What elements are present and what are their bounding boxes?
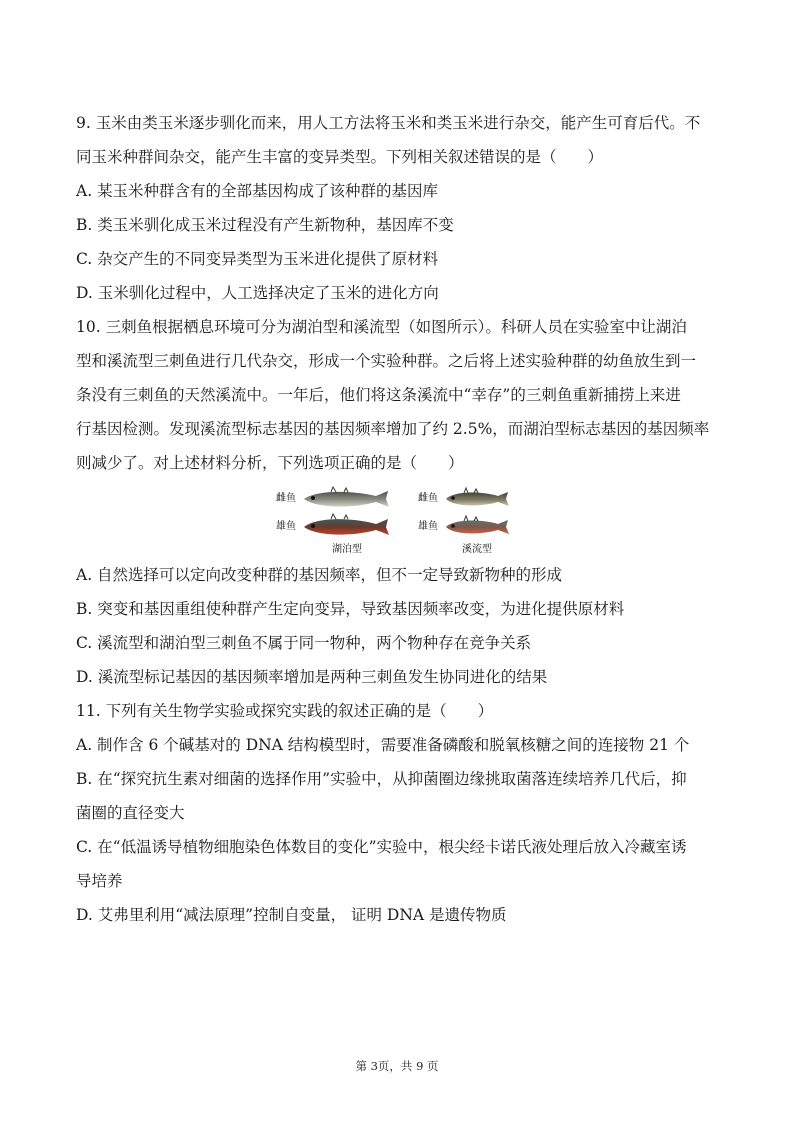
stream-female-fish (446, 488, 509, 506)
option-c: C. 在“低温诱导植物细胞染色体数目的变化”实验中，根尖经卡诺氏液处理后放入冷藏室诱 (76, 838, 687, 856)
stickleback-illustration (276, 484, 546, 558)
option-c: C. 溪流型和湖泊型三刺鱼不属于同一物种，两个物种存在竞争关系 (76, 634, 532, 652)
question-stem-line: 10. 三刺鱼根据栖息环境可分为湖泊型和溪流型（如图所示）。科研人员在实验室中让湖泊 (76, 318, 687, 336)
lake-male-fish (304, 514, 389, 535)
option-a: A. 自然选择可以定向改变种群的基因频率，但不一定导致新物种的形成 (76, 566, 563, 584)
question-stem-line: 11. 下列有关生物学实验或探究实践的叙述正确的是（ ） (76, 702, 494, 720)
question-10 (76, 310, 722, 694)
option-b: B. 类玉米驯化成玉米过程没有产生新物种，基因库不变 (76, 216, 454, 234)
question-stem-line: 型和溪流型三刺鱼进行几代杂交，形成一个实验种群。之后将上述实验种群的幼鱼放生到一 (76, 352, 697, 370)
question-stem-line: 同玉米种群间杂交，能产生丰富的变异类型。下列相关叙述错误的是（ ） (76, 148, 604, 166)
lake-type-caption: 湖泊型 (332, 544, 362, 555)
question-stem-line: 行基因检测。发现溪流型标志基因的基因频率增加了约 2.5%，而湖泊型标志基因的基因频率 (76, 420, 710, 438)
option-d: D. 溪流型标记基因的基因频率增加是两种三刺鱼发生协同进化的结果 (76, 668, 548, 686)
question-stem-line: 则减少了。对上述材料分析，下列选项正确的是（ ） (76, 454, 464, 472)
lake-female-fish (304, 487, 389, 507)
option-d: D. 艾弗里利用“减法原理”控制自变量， 证明 DNA 是遗传物质 (76, 906, 507, 924)
option-b: B. 突变和基因重组使种群产生定向变异，导致基因频率改变，为进化提供原材料 (76, 600, 625, 618)
stream-female-label: 雌鱼 (418, 493, 438, 504)
page-footer: 第 3页，共 9 页 (355, 1059, 439, 1073)
option-a: A. 某玉米种群含有的全部基因构成了该种群的基因库 (76, 182, 439, 200)
question-stem-line: 9. 玉米由类玉米逐步驯化而来，用人工方法将玉米和类玉米进行杂交，能产生可育后代。不 (76, 114, 701, 132)
option-b: B. 在“探究抗生素对细菌的选择作用”实验中，从抑菌圈边缘挑取菌落连续培养几代后，抑 (76, 770, 687, 788)
question-11 (76, 694, 722, 932)
question-stem-line: 条没有三刺鱼的天然溪流中。一年后，他们将这条溪流中“幸存”的三刺鱼重新捕捞上来进 (76, 386, 681, 404)
stream-male-label: 雄鱼 (418, 521, 438, 532)
stickleback-figure (276, 484, 546, 558)
option-c: C. 杂交产生的不同变异类型为玉米进化提供了原材料 (76, 250, 439, 268)
stream-male-fish (446, 516, 509, 534)
question-9 (76, 106, 722, 310)
option-d: D. 玉米驯化过程中，人工选择决定了玉米的进化方向 (76, 284, 439, 302)
option-c-continued: 导培养 (76, 872, 123, 890)
option-a: A. 制作含 6 个碱基对的 DNA 结构模型时，需要准备磷酸和脱氧核糖之间的连接物 21 个 (76, 736, 690, 754)
exam-page-content (76, 106, 722, 932)
stream-type-caption: 溪流型 (462, 544, 492, 555)
lake-male-label: 雄鱼 (276, 521, 296, 532)
lake-female-label: 雌鱼 (276, 493, 296, 504)
option-b-continued: 菌圈的直径变大 (76, 804, 185, 822)
